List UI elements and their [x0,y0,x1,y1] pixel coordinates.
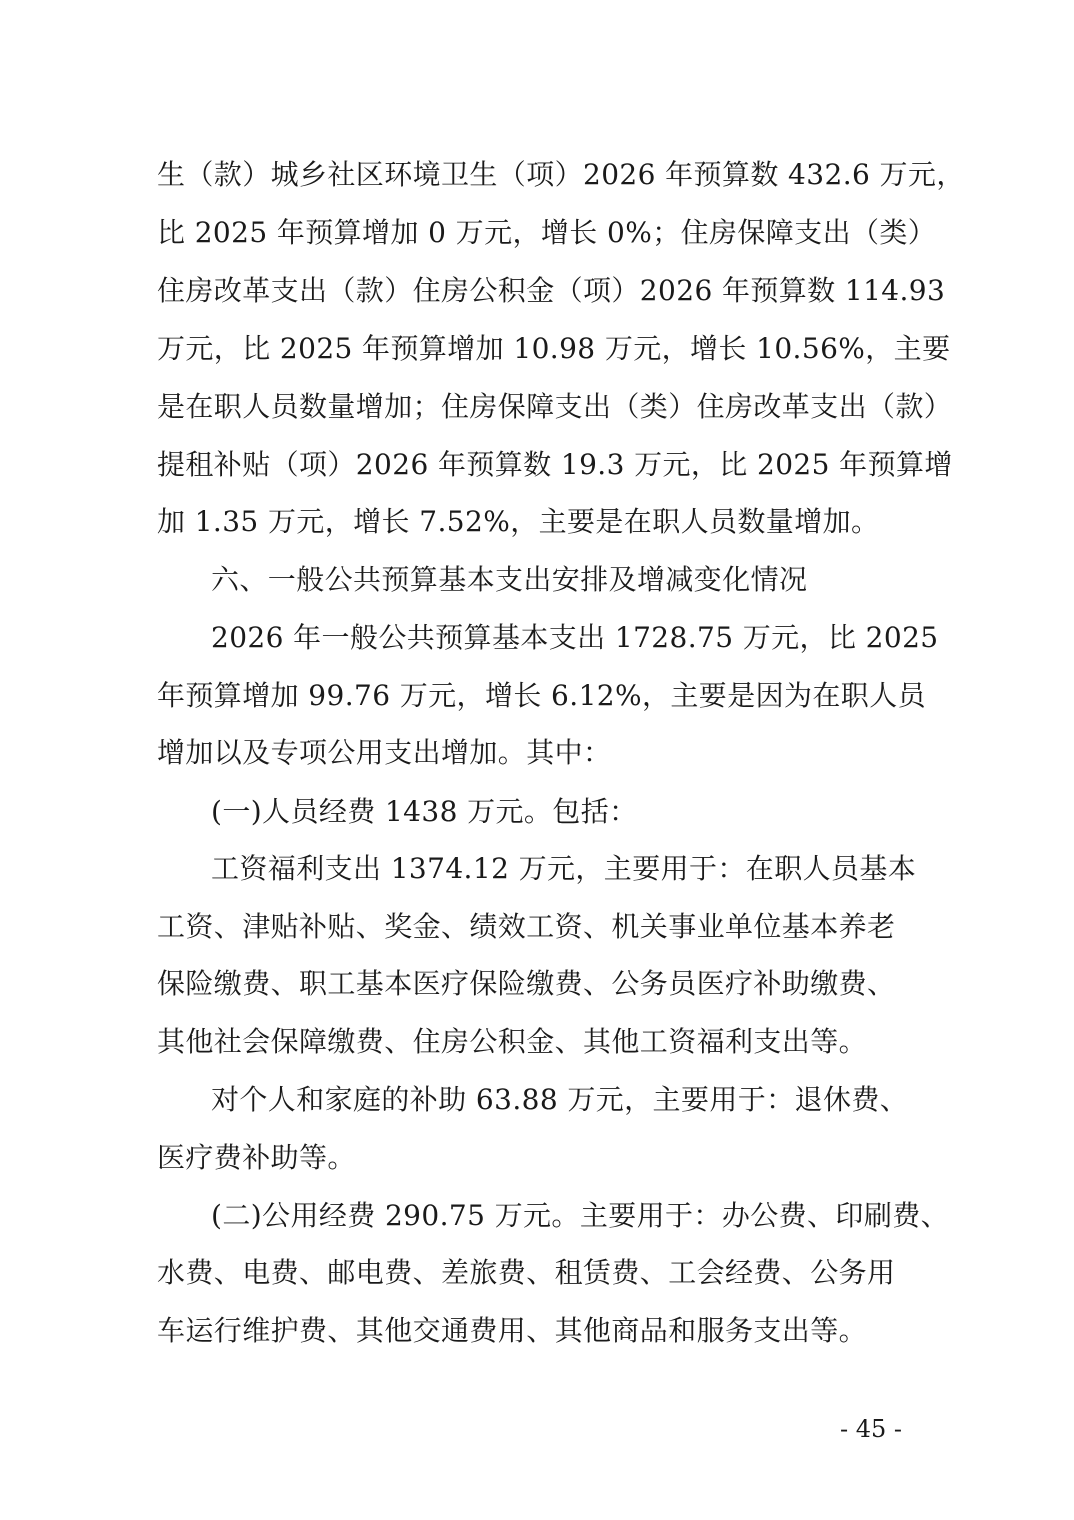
text-line: 2026 年一般公共预算基本支出 1728.75 万元，比 2025 [211,621,939,654]
subsection-heading: (一)人员经费 1438 万元。包括： [211,795,638,828]
text-line: 其他社会保障缴费、住房公积金、其他工资福利支出等。 [157,1025,868,1058]
text-line: 车运行维护费、其他交通费用、其他商品和服务支出等。 [157,1314,868,1347]
text-line: 工资、津贴补贴、奖金、绩效工资、机关事业单位基本养老 [157,910,896,943]
text-line: 水费、电费、邮电费、差旅费、租赁费、工会经费、公务用 [157,1256,896,1289]
text-line: 生（款）城乡社区环境卫生（项）2026 年预算数 432.6 万元， [157,158,965,191]
text-line: 对个人和家庭的补助 63.88 万元，主要用于：退休费、 [211,1083,909,1116]
text-line: 加 1.35 万元，增长 7.52%，主要是在职人员数量增加。 [157,505,880,538]
page-number: - 45 - [840,1415,903,1443]
text-line: 是在职人员数量增加；住房保障支出（类）住房改革支出（款） [157,390,953,423]
text-line: 保险缴费、职工基本医疗保险缴费、公务员医疗补助缴费、 [157,967,896,1000]
text-line: 万元，比 2025 年预算增加 10.98 万元，增长 10.56%，主要 [157,332,951,365]
text-line: 提租补贴（项）2026 年预算数 19.3 万元，比 2025 年预算增 [157,448,953,481]
section-heading: 六、一般公共预算基本支出安排及增减变化情况 [211,563,808,596]
text-line: 工资福利支出 1374.12 万元，主要用于：在职人员基本 [211,852,917,885]
text-line: 住房改革支出（款）住房公积金（项）2026 年预算数 114.93 [157,274,946,307]
text-line: 年预算增加 99.76 万元，增长 6.12%，主要是因为在职人员 [157,679,927,712]
subsection-heading: (二)公用经费 290.75 万元。主要用于：办公费、印刷费、 [211,1199,950,1232]
text-line: 医疗费补助等。 [157,1141,356,1174]
text-line: 比 2025 年预算增加 0 万元，增长 0%；住房保障支出（类） [157,216,937,249]
text-line: 增加以及专项公用支出增加。其中： [157,736,612,769]
